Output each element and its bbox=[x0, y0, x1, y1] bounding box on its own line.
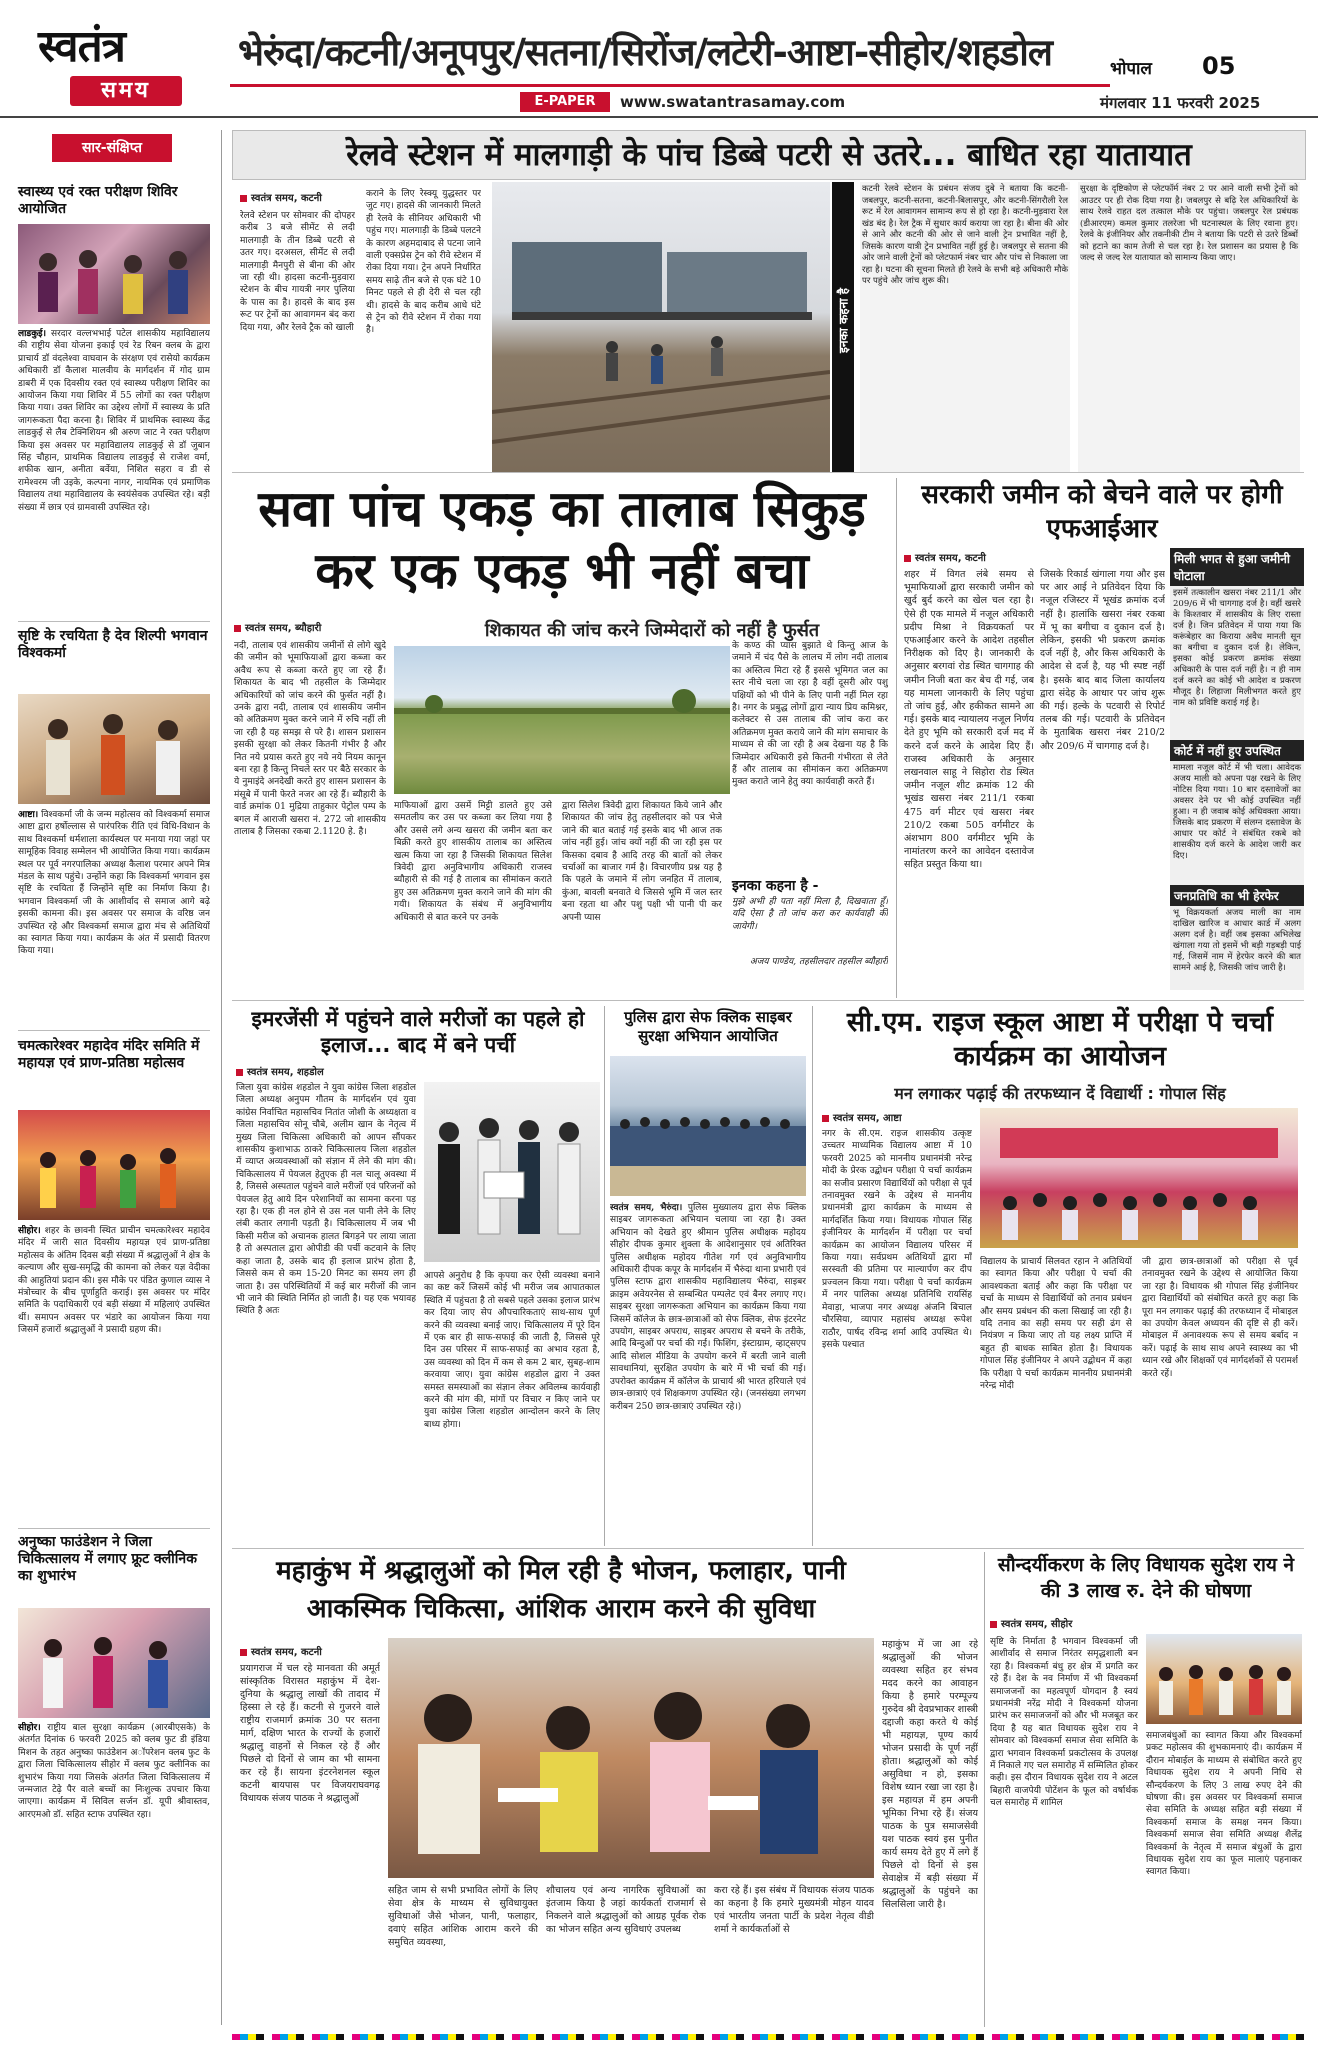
sidebar-dateline: लाडकुई। bbox=[18, 329, 46, 339]
sidebar-dateline: आष्टा। bbox=[18, 810, 39, 820]
lead-col-1: रेलवे स्टेशन पर सोमवार की दोपहर करीब 3 बजे सीमेंट से लदी मालगाड़ी के तीन डिब्बे पटरी से उतर गए। दरअसल, सीमेंट से लदी मालगाड़ी मैनपुरी से बीना की ओर जा रही थी। हादसा कटनी-मुड़वारा स्टेशन के बीच गायत्री नगर पुलिया के पास का है। हादसे के बाद इस रूट पर ट्रेनों का आवागमन बंद करा दिया गया, और रेलवे ट्रैक को खाली bbox=[240, 211, 355, 333]
emergency-story bbox=[232, 1006, 604, 1546]
sarkari-col-1: शहर में विगत लंबे समय से भूमाफियाओं द्वारा सरकारी जमीन को खुर्द बुर्द करने का खेल चल रहा है। ऐसे ही एक मामले में नजूल अधिकारी प्रदीप मिश्रा ने विक्रयकर्ता पर एफआईआर करने के आदेश तहसील निरीक्षक को दिए है। जानकारी के अनुसार बरगवां रोड स्थित चागगाह की जमीन निजी बता कर बेच दी गई, जब यह मामला जानकारी के लिए पहुंचा तो जांच हुई, और हकीकत सामने आ गई। इसके बाद न्यायालय नजूल निर्णय देते हुए भूमि को सरकारी दर्ज मद में करने दर्ज करने के आदेश दिए हैं। राजस्व अधिकारी के अनुसार लखनवाल साहू ने सिहोरा रोड स्थित जमीन नजूल शीट क्रमांक 12 की भूखंड खसरा नंबर 211/1 रकबा 475 वर्ग मीटर एवं खसरा नंबर 210/2 रकबा 505 वर्गमीटर के अंशभाग 800 वर्गमीटर भूमि के नामांतरण करने का आवेदन दस्तावेज सहित प्रस्तुत किया था। bbox=[904, 569, 1034, 871]
sarkari-box-2-text: मामला नजूल कोर्ट में भी चला। आवेदक अजय माली को अपना पक्ष रखने के लिए नोटिस दिया गया। 10 बार दस्तावेजों का अवसर देने पर भी कोई उपस्थित नहीं हुआ। न ही जवाब कोई अधिवक्ता आया। जिसके बाद प्रकरण में संलग्न दस्तावेज के आधार पर कोर्ट ने संबंधित रकबे को शासकीय दर्ज करने के आदेश जारी कर दिए। bbox=[1173, 763, 1301, 861]
cmrise-story bbox=[816, 1006, 1304, 1546]
sarkari-box-1-title: मिली भगत से हुआ जमीनी घोटाला bbox=[1170, 548, 1304, 586]
epaper-label: E-PAPER bbox=[520, 92, 610, 112]
saundarya-headline: सौन्दर्यीकरण के लिए विधायक सुदेश राय ने की 3 लाख रु. देने की घोषणा bbox=[997, 1554, 1295, 1602]
logo-bottom-text: समय bbox=[101, 78, 151, 103]
saundarya-col-2: समाजबंधुओं का स्वागत किया और विश्वकर्मा प्रकट महोत्सव की शुभकामनाएं दी। कार्यक्रम में दौरान मोबाईल के माध्यम से संबोधित करते हुए विधायक सुदेश राय ने अपनी निधि से सौन्दर्यकरण के लिए 3 लाख रुपए देने की घोषणा की। इस अवसर पर विश्वकर्मा समाज सेवा समिति के अध्यक्ष सहित बड़ी संख्या में विश्वकर्मा समाज के समक्ष नमन किया। विश्वकर्मा समाज सेवा समिति अध्यक्ष शैलेंद्र विश्वकर्मा के नेतृत्व में समाज बंधुओं के द्वारा विधायक सुदेश राय का फूल मालाएं पहनाकर स्वागत किया। bbox=[1146, 1731, 1302, 1878]
sidebar-item-body bbox=[18, 809, 210, 1027]
website-url[interactable]: www.swatantrasamay.com bbox=[620, 93, 846, 111]
lead-col-3: कटनी रेलवे स्टेशन के प्रबंधन संजय दुबे ने बताया कि कटनी-जबलपुर, कटनी-सतना, कटनी-बिलासपुर, और कटनी-सिंगरौली रेल रूट में रेल आवागमन सामान्य रूप से हो रहा है। कटनी-मुड़वारा रेल खंड बंद है। रेल ट्रैक में सुधार कार्य कराया जा रहा है। बीना की ओर से आने और कटनी की ओर से जाने वाली ट्रेन प्रभावित नहीं है, जिसके कारण यात्री ट्रेन प्रभावित नहीं हुई है। जबलपुर से सतना की ओर जाने वाली ट्रेनों को प्लेटफार्म नंबर चार और पांच से निकाला जा रहा है। घटना की सूचना मिलते ही रेलवे के सभी बड़े अधिकारी मौके पर पहुंचे और जांच शुरू की। bbox=[860, 182, 1070, 472]
sarkari-box-3-title: जनप्रतिधि का भी हेरफेर bbox=[1170, 885, 1304, 906]
logo bbox=[38, 22, 213, 114]
emergency-headline: इमरजेंसी में पहुंचने वाले मरीजों का पहले हो इलाज... बाद में बने पर्ची bbox=[251, 1007, 585, 1057]
column-separator bbox=[812, 1006, 813, 1546]
sidebar-dateline: सीहोर। bbox=[18, 1723, 41, 1733]
talab-col-1: नदी, तालाब एवं शासकीय जमीनों से लोगे खुदे की जमीन को भूमाफियाओं द्वारा कब्जा कर अवैध रूप से कब्जा करते हुए जा रहे हैं। शिकायत के बाद भी तहसील के जिम्मेदार अधिकारियों को जांच करने की फुर्सत नहीं है। उनके द्वारा नदी, तालाब एवं शासकीय जमीन को अतिक्रमण मुक्त करने जाने में रुचि नहीं ली जा रही है यह समझ से परे है। शासन प्रशासन इसकी सुरक्षा को लेकर कितनी गंभीर है और नित नये प्रयास करते हुए नये नये नियम कानून बना रहा है किन्तु निचले स्तर पर बैठे सरकार के ये नुमाइंदे अनदेखी करते हुए शासन प्रशासन के मंसूबे में पानी फेरते नजर आ रहे हैं। ब्यौहारी के वार्ड क्रमांक 01 मुद्रिया ताहुकार पेट्रोल पम्प के बगल में आराजी खसरा नं. 272 जो शासकीय तालाब है जिसका रकबा 2.1120 हे. है। bbox=[234, 641, 386, 838]
quote-side-label-text: इनका कहना है bbox=[836, 288, 851, 353]
section-divider bbox=[232, 1548, 1304, 1549]
sarkari-byline: स्वतंत्र समय, कटनी bbox=[904, 550, 986, 564]
talab-col-3: द्वारा सिलेश त्रिवेदी द्वारा शिकायत किये जाने और शिकायत की जांच हेतु तहसीलदार को पत्र भेजे जाने की बात बताई गई इसके बाद भी आज तक जांच नहीं हुई। जांच क्यों नहीं की जा रही इस पर किसका दबाव है आदि तरह की बातों को लेकर चर्चाओं का बाजार गर्म है। विचारणीय प्रश्न यह है कि पहले के जमाने में लोग जनहित में तालाब, कुंआ, बावली बनवाते थे जिससे भूमि में जल स्तर बना रहता था और पशु पक्षी भी पानी पी कर अपनी प्यास bbox=[562, 801, 722, 923]
sarkari-box-3-text: भू विक्रयकर्ता अजय माली का नाम दाखिल खारिज व आधार कार्ड में अलग अलग दर्ज है। वहीं जब इसका अभिलेख खंगाला गया तो इसमें भी बड़ी गड़बड़ी पाई गई, जिसमें नाम में हेरफेर करने की बात सामने आई है, जिसकी जांच जारी है। bbox=[1173, 908, 1301, 973]
masthead bbox=[0, 0, 1318, 118]
talab-subhead: शिकायत की जांच करने जिम्मेदारों को नहीं है फुर्सत bbox=[484, 620, 820, 641]
lead-headline-band bbox=[232, 130, 1306, 180]
mahakumbh-col-1: प्रयागराज में चल रहे मानवता की अमूर्त सांस्कृतिक विरासत महाकुंभ में देश-दुनिया के श्रद्धालु लाखों की तादाद में हिस्सा ले रहे हैं। कटनी से गुजरने वाले राष्ट्रीय राजमार्ग क्रमांक 30 पर सतना मार्ग, दक्षिण भारत के राज्यों के हजारों श्रद्धालु वाहनों से निकल रहे हैं और पिछले दो दिनों से जाम का भी सामना कर रहे हैं। सायना इंटरनेशनल स्कूल कटनी बायपास पर विजयराघवगढ़ विधायक संजय पाठक ने श्रद्धालुओं bbox=[240, 1663, 380, 1804]
talab-quote: मुझे अभी ही पता नहीं मिला है, दिखवाता हूँ। यदि ऐसा है तो जांच करा कर कार्यवाही की जायेगी। bbox=[732, 897, 888, 932]
emergency-col-2: आपसे अनुरोध है कि कृपया कर ऐसी व्यवस्था बनाने का कष्ट करें जिसमें कोई भी मरीज जब आपातकाल स्थिति में पहुंचता है तो सबसे पहले उसका इलाज प्रारंभ कर दिया जाए सेप औपचारिकताएं साथ-साथ पूर्ण करने की व्यवस्था बनाई जाए। चिकित्सालय में पूरे दिन में एक बार ही साफ-सफाई की जाती है, जिससे पूरे दिन उस परिसर में साफ-सफाई का अभाव रहता है, उस व्यवस्था को दिन में कम से कम 2 बार, सुबह-शाम करवाया जाए। युवा कांग्रेस शहडोल द्वारा ने उक्त समस्त समस्याओं का संज्ञान लेकर अविलम्ब कार्यवाही करने की मांग की, मांगों पर विचार न किए जाने पर युवा कांग्रेस जिला शहडोल आन्दोलन करने के लिए बाध्य होगा। bbox=[424, 1271, 600, 1430]
masthead-cities: भेरुंदा/कटनी/अनूपपुर/सतना/सिरोंज/लटेरी-आष्टा-सीहोर/शहडोल bbox=[238, 31, 1052, 74]
lead-byline: स्वतंत्र समय, कटनी bbox=[240, 190, 322, 204]
issue-date: मंगलवार 11 फरवरी 2025 bbox=[1100, 94, 1261, 112]
police-byline: स्वतंत्र समय, भैरुंदा। bbox=[610, 1203, 683, 1213]
column-separator bbox=[896, 478, 897, 998]
people-photo-icon bbox=[18, 1608, 210, 1718]
page-number: 05 bbox=[1202, 52, 1236, 80]
masthead-rule bbox=[230, 84, 1110, 87]
classroom-photo-icon bbox=[980, 1108, 1298, 1248]
column-separator bbox=[984, 1552, 985, 2027]
sidebar-divider bbox=[18, 1030, 210, 1031]
sidebar-item-title: अनुष्का फाउंडेशन ने जिला चिकित्सालय में लगाए फ्रूट क्लीनिक का शुभारंभ bbox=[18, 1534, 197, 1584]
procession-photo bbox=[1146, 1634, 1302, 1724]
sidebar-header: सार-संक्षिप्त bbox=[52, 134, 172, 162]
mahakumbh-col-4: करा रहे हैं। इस संबंध में विधायक संजय पाठक का कहना है कि हमारे मुख्यमंत्री मोहन यादव एवं भारतीय जनता पार्टी के प्रदेश नेतृत्व वीडी शर्मा ने कार्यकर्ताओं से bbox=[714, 1885, 874, 1935]
mahakumbh-col-2: सहित जाम से सभी प्रभावित लोगों के लिए सेवा क्षेत्र के माध्यम से सुविधायुक्त सुविधाओं जैसे भोजन, पानी, फलाहार, दवाएं सहित आंशिक आराम करने की समुचित व्यवस्था, bbox=[388, 1885, 538, 1948]
sidebar-divider bbox=[18, 1528, 210, 1529]
masthead-bottom-rule bbox=[0, 116, 1318, 118]
talab-col-2: माफियाओं द्वारा उसमें मिट्टी डालते हुए उसे समतलीय कर उस पर कब्जा कर लिया गया है और उससे लगे अन्य खसरा की जमीन बता कर बिक्री करते हुए शासकीय तालाब का अस्तित्व खत्म किया जा रहा है जिसकी शिकायत सिलेश त्रिवेदी द्वारा अनुविभागीय अधिकारी राजस्व ब्यौहारी से की गई है तालाब का सीमांकन कराते हुए उस अतिक्रमण मुक्त कराने जाने की मांग की गयी। शिकायत के संबंध में अनुविभागीय अधिकारी से बात करने पर उनके bbox=[394, 801, 552, 923]
sidebar-divider bbox=[18, 621, 210, 622]
mahakumbh-photo bbox=[388, 1638, 874, 1878]
sidebar-item-text: विश्वकर्मा जी के जन्म महोत्सव को विश्वकर्मा समाज आष्टा द्वारा हर्षोल्लास से पारंपरिक रीति एवं विधि-विधान के साथ विश्वकर्मा धर्मशाला कार्यस्थल पर मनाया गया जहां पर सामूहिक विवाह सम्मेलन भी आयोजित किया गया। कार्यक्रम स्थल पर पूर्व नगरपालिका अध्यक्ष कैलाश परमार अपने मित्र मंडल के साथ पहुंचे। उन्होंने कहा कि विश्वकर्मा भगवान इस सृष्टि के रचयिता हैं जिन्होंने सृष्टि का निर्माण किया है। भगवान विश्वकर्मा जी के आशीर्वाद से समाज आगे बढ़े इसकी कामना की। इस अवसर पर समाज के वरिष्ठ जन उपस्थित रहे और विश्वकर्मा समाज द्वारा मंच से अतिथियों का स्वागत किया गया। कार्यक्रम के अंत में प्रसादी वितरण किया गया। bbox=[18, 810, 210, 957]
sidebar-item-text: राष्ट्रीय बाल सुरक्षा कार्यक्रम (आरबीएसके) के अंतर्गत दिनांक 6 फरवरी 2025 को क्लब फुट डी इंडिया मिशन के तहत अनुष्का फाउंडेशन अॉपरेशन क्लब फुट के द्वारा जिला चिकित्सालय सीहोर में क्लब फुट क्लीनिक का शुभारंभ किया गया जिसके अंतर्गत जिला चिकित्सालय में जन्मजात टेढ़े पैर वाले बच्चों का निःशुल्क उपचार किया जाएगा। कार्यक्रम में सिविल सर्जन डॉ. यूपी श्रीवास्तव, आरएमओ डॉ. सहित स्टाफ उपस्थित रहा। bbox=[18, 1723, 210, 1820]
train-derailment-photo bbox=[492, 182, 830, 472]
sarkari-box bbox=[1170, 548, 1304, 990]
train-photo-icon bbox=[492, 182, 830, 472]
mahakumbh-byline: स्वतंत्र समय, कटनी bbox=[240, 1644, 322, 1658]
logo-top-text: स्वतंत्र bbox=[38, 21, 125, 72]
pond-photo bbox=[394, 646, 730, 794]
food-service-photo-icon bbox=[388, 1638, 874, 1878]
lead-col-4: सुरक्षा के दृष्टिकोण से प्लेटफॉर्म नंबर 2 पर आने वाली सभी ट्रेनों को आउटर पर ही रोक दिया गया है। जबलपुर से बढ़ि रेल अधिकारियों के साथ रेलवे राहत दल तत्काल मौके पर पहुंचा। जबलपुर रेल प्रबंधक (डीआरएम) कमल कुमार तलरेजा भी घटनास्थल के लिए रवाना हुए। रेलवे के इंजीनियर और तकनीकी टीम ने बताया कि पटरी से उतरे डिब्बों को हटाने का काम तेजी से चल रहा है। रेल प्रशासन का प्रयास है कि जल्द से जल्द रेल यातायात को सामान्य किया जाए। bbox=[1078, 182, 1300, 472]
sidebar-photo bbox=[18, 694, 210, 804]
people-photo-icon bbox=[18, 224, 210, 324]
memorandum-photo bbox=[424, 1082, 600, 1262]
cmrise-byline: स्वतंत्र समय, आष्टा bbox=[822, 1110, 902, 1124]
cmrise-headline: सी.एम. राइज स्कूल आष्टा में परीक्षा पे चर्चा कार्यक्रम का आयोजन bbox=[846, 1007, 1274, 1072]
cmrise-subhead: मन लगाकर पढ़ाई की तरफध्यान दें विद्यार्थी : गोपाल सिंह bbox=[894, 1084, 1226, 1103]
cmrise-col-3: जी द्वारा छात्र-छात्राओं को परीक्षा से पूर्व तनावमुक्त रखने के उद्देश्य से आयोजित किया जा रहा है। विधायक श्री गोपाल सिंह इंजीनियर द्वारा विद्यार्थियों को संबोधित करते हुए कहा कि पूरा मन लगाकर पढ़ाई की तरफध्यान दें मोबाइल का उपयोग केवल अध्ययन की दृष्टि से ही करें। मोबाइल में अनावश्यक रूप से समय बर्बाद न करें। पढ़ाई के साथ साथ अपने स्वास्थ्य का भी ध्यान रखे और शिक्षकों एवं मार्गदर्शकों से परामर्श करते रहें। bbox=[1142, 1257, 1298, 1379]
lead-headline: रेलवे स्टेशन में मालगाड़ी के पांच डिब्बे पटरी से उतरे... बाधित रहा यातायात bbox=[346, 137, 1192, 173]
mahakumbh-story bbox=[232, 1552, 982, 2027]
section-divider bbox=[232, 1000, 1304, 1001]
sarkari-box-2-title: कोर्ट में नहीं हुए उपस्थित bbox=[1170, 740, 1304, 761]
people-photo-icon bbox=[18, 1110, 210, 1220]
police-headline: पुलिस द्वारा सेफ क्लिक साइबर सुरक्षा अभियान आयोजित bbox=[624, 1008, 792, 1045]
field-photo-icon bbox=[394, 646, 730, 794]
lead-story bbox=[232, 130, 1304, 478]
sidebar-item-title: स्वास्थ्य एवं रक्त परीक्षण शिविर आयोजित bbox=[18, 184, 178, 217]
school-event-photo bbox=[980, 1108, 1298, 1248]
sarkari-col-2: जिसके रिकार्ड खंगाला गया और इस पर आर आई ने प्रतिवेदन दिया कि नजूल रजिस्टर में भूखंड क्रमांक दर्ज नहीं है। हालांकि खसरा नंबर रकबा में भू का बगीचा व दुकान दर्ज है। लेकिन, इसकी भी प्रकरण क्रमांक दर्ज नहीं है, और किस अधिकारी के आदेश से दर्ज है, यह भी स्पष्ट नहीं है। इसके बाद बाद जिला कार्यालय द्वारा संदेह के आधार पर जांच शुरू की गई। हल्के के पटवारी से रिपोर्ट तलब की गई। पटवारी के प्रतिवेदन के मुताबिक खसरा नंबर 210/2 और 209/6 में चागगाह दर्ज है। bbox=[1040, 569, 1165, 752]
sidebar-dateline: सीहोर। bbox=[18, 1226, 41, 1236]
sidebar-item-body bbox=[18, 1722, 210, 2022]
talab-byline: स्वतंत्र समय, ब्यौहारी bbox=[234, 620, 321, 634]
mahakumbh-col-3: शौचालय एवं अन्य नागरिक सुविधाओं का इंतजाम किया है जहां कार्यकर्ता राजमार्ग से निकलने वाले श्रद्धालुओं को आग्रह पूर्वक रोक का भोजन सहित अन्य सुविधाएं उपलब्ध bbox=[546, 1885, 706, 1935]
sidebar-item-text: शहर के छावनी स्थित प्राचीन चमत्कारेश्वर महादेव मंदिर में जारी सात दिवसीय महायज्ञ एवं प्राण-प्रतिष्ठा महोत्सव के अंतिम दिवस बड़ी संख्या में श्रद्धालुओं ने क्षेत्र के कल्याण और सुख-समृद्धि की कामना को लेकर यज्ञ वेदीका की आहुतियां प्रदान की। इस मौके पर पंडित कुणाल व्यास ने मंत्रोच्चार के बीच पूर्णाहुति कराई। इस अवसर पर मंदिर समिति के पदाधिकारी एवं बड़ी संख्या में महिलाएं उपस्थित थीं। समापन अवसर पर भंडारे का आयोजन किया गया जिसमें हजारों श्रद्धालुओं ने प्रसादी ग्रहण की। bbox=[18, 1226, 210, 1336]
sidebar-photo bbox=[18, 224, 210, 324]
sidebar bbox=[14, 134, 214, 2029]
edition-badge bbox=[1110, 52, 1280, 82]
police-text: पुलिस मुख्यालय द्वारा सेफ क्लिक साइबर जागरूकता अभियान चलाया जा रहा है। उक्त अभियान को देखते हुए श्रीमान पुलिस अधीक्षक महोदय सीहोर दीपक कुमार शुक्ला के आदेशानुसार एवं अतिरिक्त पुलिस अधीक्षक महोदय गीतेश गर्ग एवं अनुविभागीय अधिकारी दीपक कपूर के मार्गदर्शन में भैरुंदा थाना प्रभारी एवं पुलिस स्टाफ द्वारा शासकीय महाविद्यालय भैरुंदा, साइबर क्राइम अवेयरनेस से सम्बन्धित पम्पलेट एवं बैनर लगाए गए। साइबर सुरक्षा जागरूकता अभियान का कार्यक्रम किया गया जिसमें कॉलेज के छात्र-छात्राओं को सेफ क्लिक, सेफ इंटरनेट उपयोग, साइबर अपराध, साइबर अपराध से बचने के तरीके, आदि बिन्दुओं पर चर्चा की गई। फिशिंग, इंस्टाग्राम, व्हाट्सएप आदि सोशल मीडिया के उपयोग करने में बरती जाने वाली सावधानियां, सुरक्षित उपयोग के बारे में भी चर्चा की गई। उपरोक्त कार्यक्रम में कॉलेज के प्राचार्य श्री भारत हरियाले एवं छात्र-छात्राएं एवं शिक्षकगण उपस्थित रहे। (जनसंख्या लगभग करीबन 250 छात्र-छात्राएं उपस्थित रहे।) bbox=[610, 1203, 806, 1412]
column-separator bbox=[604, 1006, 605, 1546]
sidebar-item-title: सृष्टि के रचयिता है देव शिल्पी भगवान विश्वकर्मा bbox=[18, 628, 208, 661]
mahakumbh-headline: महाकुंभ में श्रद्धालुओं को मिल रही है भोजन, फलाहार, पानी आकस्मिक चिकित्सा, आंशिक आराम करने की सुविधा bbox=[276, 1556, 846, 1624]
emergency-byline: स्वतंत्र समय, शहडोल bbox=[236, 1064, 324, 1078]
cmrise-col-1: नगर के सी.एम. राइज शासकीय उत्कृष्ट उच्चतर माध्यमिक विद्यालय आष्टा में 10 फरवरी 2025 को माननीय प्रधानमंत्री नरेन्द्र मोदी के प्रेरक उद्बोधन परीक्षा पे चर्चा कार्यक्रम का सजीव प्रसारण विद्यार्थियों को परीक्षा से पूर्व तनावमुक्त रखने के उद्देश्य से माननीय प्रधानमंत्री द्वारा कार्यक्रम के माध्यम से मार्गदर्शित किया गया। विधायक गोपाल सिंह इंजीनियर के मार्गदर्शन में परीक्षा पर चर्चा कार्यक्रम का आयोजन विद्यालय परिसर में किया गया। सर्वप्रथम अतिथियों द्वारा माँ सरस्वती की प्रतिमा पर माल्यार्पण कर दीप प्रज्वलन किया गया। परीक्षा पे चर्चा कार्यक्रम में नगर पालिका अध्यक्ष प्रतिनिधि रायसिंह मेवाड़ा, भाजपा नगर अध्यक्ष अंजनि बिचाल चौरसिया, व्यापार महासंघ अध्यक्ष रूपेश राठौर, पार्षद रविन्द्र शर्मा आदि उपस्थित थे। इसके पश्चात bbox=[822, 1129, 972, 1350]
talab-quote-head: इनका कहना है - bbox=[732, 878, 819, 894]
sidebar-item-body bbox=[18, 328, 210, 543]
crowd-photo-icon bbox=[1146, 1634, 1302, 1724]
logo-bottom-box bbox=[70, 76, 182, 106]
talab-story bbox=[232, 478, 892, 998]
sidebar-item-title: चमत्कारेश्वर महादेव मंदिर समिति में महायज्ञ एवं प्राण-प्रतिष्ठा महोत्सव bbox=[18, 1038, 200, 1071]
sarkari-box-1-text: इसमें तत्कालीन खसरा नंबर 211/1 और 209/6 में भी चागगाह दर्ज है। वहीं खसरे के किश्तवार में शासकीय के लिए रास्ता दर्ज है। जिन प्रतिवेदन में पाया गया कि करूंबेहार का किराया अवैध मानती सून का बगीचा व दुकान दर्ज है। लेकिन, इसका कोई प्रकरण क्रमांक संख्या अधिकारी के पास दर्ज नहीं है। न ही नाम दर्ज करने का कोई भी आदेश व प्रकरण मौजूद है। लिहाजा मिलीभगत करते हुए नाम को प्रविष्टि कराई गई है। bbox=[1173, 588, 1301, 708]
mahakumbh-col-5: महाकुंभ में जा आ रहे श्रद्धालुओं की भोजन व्यवस्था सहित हर संभव मदद करने का आवाहन किया है हमारे परम्पूज्य गुरुदेव श्री देवप्रभाकर शास्त्री दद्दाजी कहा करते थे कोई भी महायज्ञ, पूण्य कार्य भोजन प्रसादी के पूर्ण नहीं होता। श्रद्धालुओं को कोई असुविधा न हो, इसका विशेष ध्यान रखा जा रहा है। इस महायज्ञ में हम अपनी भूमिका निभा रहे हैं। संजय पाठक के पुत्र समाजसेवी यश पाठक स्वयं इस पुनीत कार्य समय देते हुए में लगे हैं पिछले दो दिनों से इस सेवाक्षेत्र में बड़ी संख्या में श्रद्धालुओं के पहुंचने का सिलसिला जारी है। bbox=[882, 1639, 978, 1910]
emergency-col-1: जिला युवा कांग्रेस शहडोल ने युवा कांग्रेस जिला शहडोल जिला अध्यक्ष अनुपम गौतम के मार्गदर्शन एवं युवा कांग्रेस निर्वाचित महासचिव नितांत जोशी के अध्यक्षता व जिला महासचिव सोनू चौबे, अलीम खान के नेतृत्व में मुख्य जिला चिकित्सा अधिकारी को आपन सौंपकर शासकीय कुशाभाऊ ठाकरे चिकित्सालय जिला शहडोल में व्याप्त अव्यवस्थाओं को संज्ञान में लेने की मांग की। चिकित्सालय में पेयजल हेतुएक ही नल चालू अवस्था में है, जिससे अस्पताल पहुंचने वाले मरीजों एवं परिजनों को पेयजल हेतु आये दिन परेशानियों का सामना करना पड़ रहा है। एक ही नल होने से उस नल पानी लेने के लिए लंबी कतार लगानी पड़ती है। चिकित्सालय में जब भी किसी मरीज को अचानक हालत बिगड़ने पर लाया जाता है तो अस्पताल द्वारा ओपीडी की पर्ची कटवाने के लिए कहा जाता है, उसके बाद ही इलाज प्रारंभ होता है, जिससे कम से कम 15-20 मिनट का समय लग ही जाता है। उस परिस्थितियों में कई बार मरीजों की जान भी जाने की स्थिति निर्मित हो जाती है। यह एक भयावह स्थिति है अतः bbox=[236, 1083, 416, 1317]
cmrise-col-2: विद्यालय के प्राचार्य सिलवत रहान ने अतिथियों का स्वागत किया और परीक्षा पे चर्चा की आवश्यकता बताई और कहा कि परीक्षा पर चर्चा के माध्यम से विद्यार्थियों को तनाव प्रबंधन और समय प्रबंधन की कला सिखाई जा रही है। यदि तनाव का सही समय पर सही ढंग से नियंत्रण न किया जाए तो यह लक्ष्य प्राप्ति में बहुत ही बाधक साबित होता है। विधायक गोपाल सिंह इंजीनियर ने अपने उद्बोधन में कहा कि परीक्षा पे चर्चा कार्यक्रम माननीय प्रधानमंत्री नरेन्द्र मोदी bbox=[980, 1257, 1132, 1392]
crowd-photo-icon bbox=[610, 1056, 806, 1196]
quote-side-label bbox=[832, 182, 854, 472]
edition-label: भोपाल bbox=[1110, 59, 1152, 79]
talab-headline: सवा पांच एकड़ का तालाब सिकुड़ कर एक एकड़ भी नहीं बचा bbox=[258, 480, 866, 600]
sarkari-headline: सरकारी जमीन को बेचने वाले पर होगी एफआईआर bbox=[921, 480, 1283, 544]
sarkari-story bbox=[900, 478, 1304, 998]
lead-col-2: कराने के लिए रेस्क्यू युद्धस्तर पर जुट गए। हादसे की जानकारी मिलते ही रेलवे के सीनियर अधिकारी भी पहुंच गए। मालगाड़ी के डिब्बे पलटने के कारण अहमदाबाद से पटना जाने वाली एक्सप्रेस ट्रेन को रीवे स्टेशन में रोका दिया गया। ट्रेन अपने निर्धारित समय साढ़े तीन बजे से एक घंटे 10 मिनट पहले से ही देरी से चल रही थी। हादसे के बाद करीब आधे घंटे से ट्रेन को रीवे स्टेशन में रोका गया है। bbox=[366, 189, 481, 336]
sidebar-photo bbox=[18, 1110, 210, 1220]
sidebar-separator bbox=[221, 130, 222, 2025]
talab-quote-by: अजय पाण्डेय, तहसीलदार तहसील ब्यौहारी bbox=[749, 957, 888, 967]
sidebar-item-body bbox=[18, 1225, 210, 1440]
police-body bbox=[610, 1202, 806, 1542]
saundarya-byline: स्वतंत्र समय, सीहोर bbox=[990, 1616, 1072, 1630]
group-photo-icon bbox=[424, 1082, 600, 1262]
sidebar-item-text: सरदार वल्लभभाई पटेल शासकीय महाविद्यालय की राष्ट्रीय सेवा योजना इकाई एवं रेड रिबन क्लब के द्वारा प्राचार्य डॉ वंदलेश्वा वाघवान के संरक्षण एवं रासेयो कार्यक्रम अधिकारी डॉ कैलाश मालवीय के मार्गदर्शन में गोद ग्राम डाबरी में एक दिवसीय रक्त एवं स्वास्थ्य परीक्षण शिविर का आयोजन किया गया शिविर में 55 लोगों का रक्त परीक्षण किया गया। उक्त शिविर का उद्देश्य लोगों में स्वास्थ्य के प्रति जागरूकता पैदा करना है। शिविर में प्राथमिक स्वास्थ्य केंद्र लाडकुई से लैब टेक्निशियन श्री अरुण जाट ने रक्त परीक्षण किया इस अवसर पर महाविद्यालय लाडकुई से डॉ जुबान सिंह चौहान, प्राथमिक विद्यालय लाडकुई से राजेश वर्मा, शफीक खान, अनीता बर्वेया, निशित सहरा व डी से रामेश्वरम जी उइके, कल्पना नागर, नायमिक एवं प्रमाणिक विद्यालय तथा महाविद्यालय के स्वयंसेवक उपस्थित रहे। बड़ी संख्या में छात्र एवं ग्रामवासी उपस्थित रहे। bbox=[18, 329, 210, 513]
saundarya-story bbox=[988, 1552, 1304, 2027]
sidebar-photo bbox=[18, 1608, 210, 1718]
print-color-strip bbox=[232, 2034, 1304, 2040]
police-story bbox=[608, 1006, 808, 1546]
talab-col-4: के कण्ठ की प्यास बुझाते थे किन्तु आज के जमाने में चंद पैसे के लालच में लोग नदी तालाब का अस्तित्व मिटा रहे हैं इससे भूमिगत जल का स्तर नीचे चला जा रहा है वहीं दूसरी ओर पशु पक्षियों को भी पीने के लिए पानी नहीं मिल रहा है। नगर के प्रबुद्ध लोगों द्वारा न्याय प्रिय कमिश्नर, कलेक्टर से उस तालाब की जांच करा कर अतिक्रमण मुक्त कराये जाने की मांग समाचार के माध्यम से की जा रही है अब देखना यह है कि जिम्मेदार अधिकारी इसे कितनी गंभीरता से लेते हैं और तालाब का सीमांकन करा अतिक्रमण मुक्त कराते जाने हेतु क्या कार्यवाही करते हैं। bbox=[732, 641, 888, 788]
saundarya-col-1: सृष्टि के निर्माता है भगवान विश्वकर्मा जी आशीर्वाद से समाज निरंतर समृद्धशाली बन रहा है। विश्वकर्मा बंधु हर क्षेत्र में प्रगति कर रहे हैं। देश के नव निर्माण में भी विश्वकर्मा समाजजनों का महत्वपूर्ण योगदान है स्वयं प्रधानमंत्री नरेंद्र मोदी ने विश्वकर्मा योजना प्रारंभ कर समाजजनों को और भी मजबूत कर दिया है यह बात विधायक सुदेश राय ने सोमवार को विश्वकर्मा समाज सेवा समिति के द्वारा भगवान विश्वकर्मा प्रकटोत्सव के उपलक्ष में निकाले गए चल समारोह में सम्मिलित होकर कही। इस दौरान विधायक सुदेश राय ने अटल बिहारी वाजपेयी पोटेंशन के फूल को वर्षार्थक चल समारोह में शामिल bbox=[990, 1637, 1138, 1809]
people-photo-icon bbox=[18, 694, 210, 804]
college-event-photo bbox=[610, 1056, 806, 1196]
section-divider bbox=[232, 472, 1304, 473]
